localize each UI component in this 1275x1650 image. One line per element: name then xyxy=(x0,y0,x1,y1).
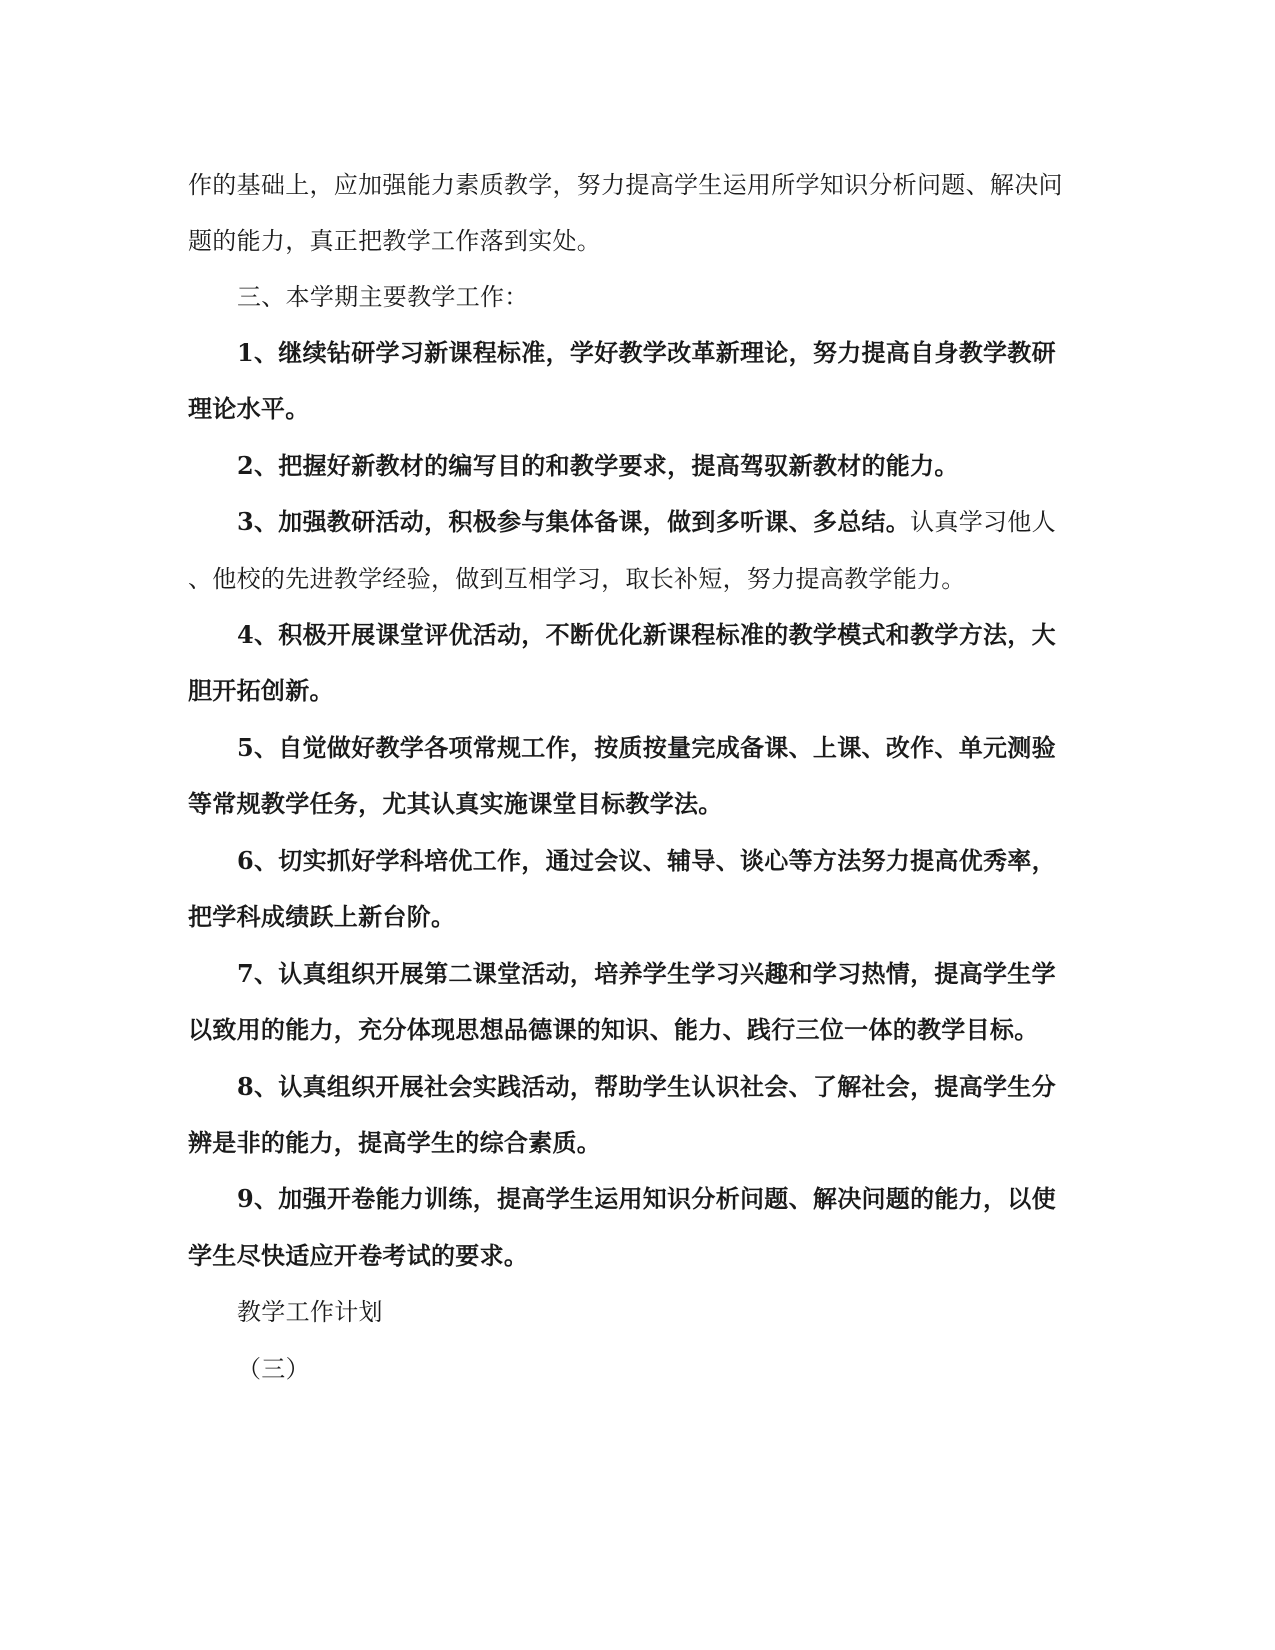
intro-line-1: 作的基础上，应加强能力素质教学，努力提高学生运用所学知识分析问题、解决问 xyxy=(188,171,1063,199)
item-6-line-2: 把学科成绩跃上新台阶。 xyxy=(188,902,456,931)
item-7-line-2: 以致用的能力，充分体现思想品德课的知识、能力、践行三位一体的教学目标。 xyxy=(188,1015,1039,1044)
item-8-line-1: 8、认真组织开展社会实践活动，帮助学生认识社会、了解社会，提高学生分 xyxy=(237,1072,1056,1101)
next-section-title: 教学工作计划 xyxy=(237,1298,383,1326)
item-5-line-2: 等常规教学任务，尤其认真实施课堂目标教学法。 xyxy=(188,789,723,818)
item-1-line-1: 1、继续钻研学习新课程标准，学好教学改革新理论，努力提高自身教学教研 xyxy=(237,338,1056,367)
item-3-line-1 xyxy=(237,507,1056,537)
item-5-line-1: 5、自觉做好教学各项常规工作，按质按量完成备课、上课、改作、单元测验 xyxy=(237,733,1056,762)
section-heading: 三、本学期主要教学工作： xyxy=(237,283,529,311)
item-4-line-1: 4、积极开展课堂评优活动，不断优化新课程标准的教学模式和教学方法，大 xyxy=(237,620,1056,649)
next-section-number: （三） xyxy=(237,1355,310,1383)
item-1-line-2: 理论水平。 xyxy=(188,394,310,423)
item-6-line-1: 6、切实抓好学科培优工作，通过会议、辅导、谈心等方法努力提高优秀率， xyxy=(237,846,1056,875)
item-3-normal-text: 认真学习他人 xyxy=(910,508,1056,536)
item-3-bold-text: 3、加强教研活动，积极参与集体备课，做到多听课、多总结。 xyxy=(237,507,911,536)
intro-line-2: 题的能力，真正把教学工作落到实处。 xyxy=(188,227,602,255)
item-9-line-1: 9、加强开卷能力训练，提高学生运用知识分析问题、解决问题的能力，以使 xyxy=(237,1184,1056,1213)
item-3-line-2: 、他校的先进教学经验，做到互相学习，取长补短，努力提高教学能力。 xyxy=(188,565,966,593)
item-9-line-2: 学生尽快适应开卷考试的要求。 xyxy=(188,1241,529,1270)
item-4-line-2: 胆开拓创新。 xyxy=(188,676,334,705)
item-8-line-2: 辨是非的能力，提高学生的综合素质。 xyxy=(188,1128,602,1157)
item-2-line-1: 2、把握好新教材的编写目的和教学要求，提高驾驭新教材的能力。 xyxy=(237,451,959,480)
item-7-line-1: 7、认真组织开展第二课堂活动，培养学生学习兴趣和学习热情，提高学生学 xyxy=(237,959,1056,988)
